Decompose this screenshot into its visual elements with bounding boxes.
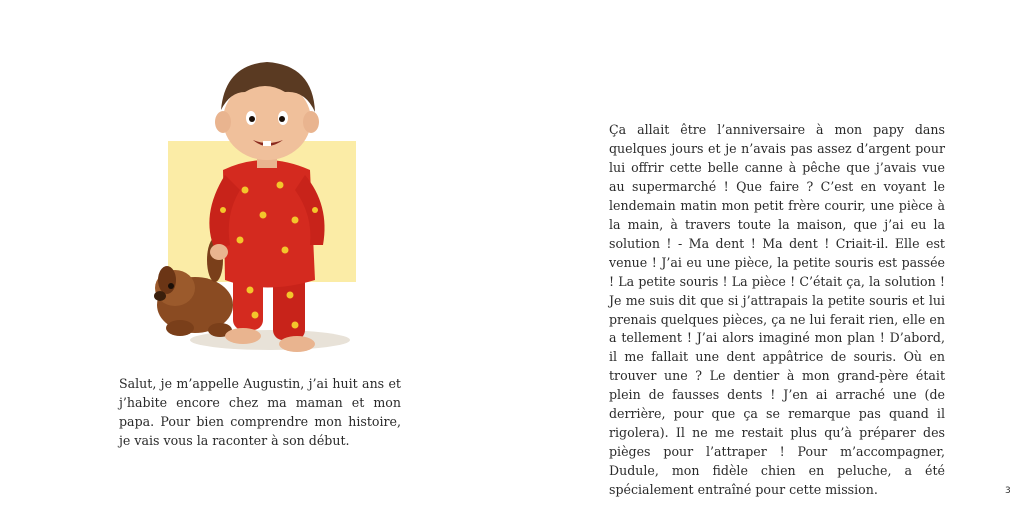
- story-paragraph: Ça allait être l’anniversaire à mon papy dans quelques jours et je n’avais pas assez d’argent pour lui offrir cette belle canne à pêche que j’avais vue au supermarché ! Que faire ? C’est en voyant le lendemain matin mon petit frère courir, une pièce à la main, à travers toute la maison, que j’ai eu la solution ! - Ma dent ! Ma dent ! Criait-il. Elle est venue ! J’ai eu une pièce, la petite souris est passée ! La petite souris ! La pièce ! C’était ça, la solution ! Je me suis dit que si j’attrapais la petite souris et lui prenais quelques pièces, ça ne lui ferait rien, elle en a tellement ! J’ai alors imaginé mon plan ! D’abord, il me fallait une dent appâtrice de souris. Où en trouver une ? Le dentier à mon grand-père était plein de fausses dents ! J’en ai arraché une (de derrière, pour que ça se remarque pas quand il rigolera). Il ne me restait plus qu’à préparer des pièges pour l’attraper ! Pour m’accompagner, Dudule, mon fidèle chien en peluche, a été spécialement entraîné pour cette mission.: [609, 122, 945, 498]
- page-number: 3: [1005, 486, 1011, 496]
- boy-illustration: [145, 40, 365, 360]
- intro-paragraph: Salut, je m’appelle Augustin, j’ai huit ans et j’habite encore chez ma maman et mon papa. Pour bien comprendre mon histoire, je vais vous la raconter à son début.: [119, 376, 401, 448]
